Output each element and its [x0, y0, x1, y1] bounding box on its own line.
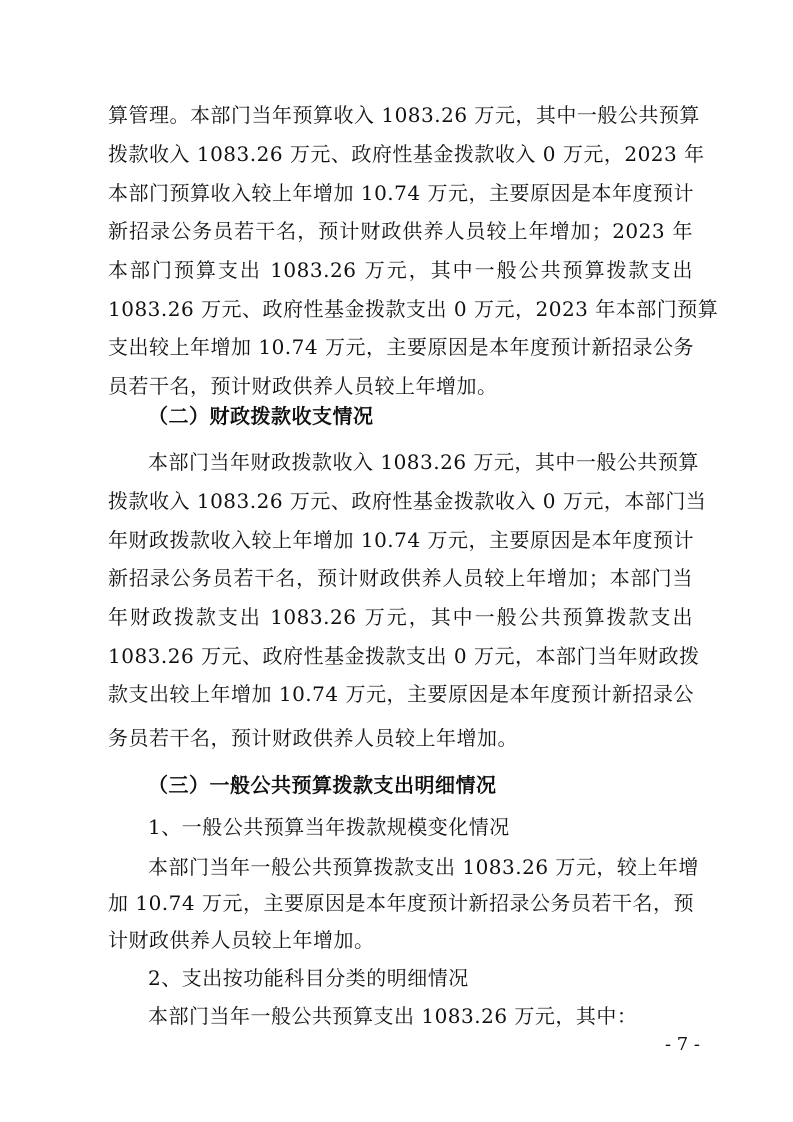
- paragraph-1-line-4: 新招录公务员若干名，预计财政供养人员较上年增加；2023 年: [108, 219, 693, 243]
- page-number: - 7 -: [664, 1034, 700, 1055]
- paragraph-1-line-3: 本部门预算收入较上年增加 10.74 万元，主要原因是本年度预计: [108, 181, 694, 205]
- paragraph-1-line-6: 1083.26 万元、政府性基金拨款支出 0 万元，2023 年本部门预算: [108, 297, 719, 321]
- paragraph-3-line-1: 本部门当年一般公共预算拨款支出 1083.26 万元，较上年增: [148, 855, 699, 879]
- paragraph-2-line-6: 1083.26 万元、政府性基金拨款支出 0 万元，本部门当年财政拨: [108, 644, 700, 668]
- paragraph-2-line-1: 本部门当年财政拨款收入 1083.26 万元，其中一般公共预算: [148, 450, 699, 474]
- paragraph-2-line-2: 拨款收入 1083.26 万元、政府性基金拨款收入 0 万元，本部门当: [108, 489, 707, 513]
- paragraph-2-line-5: 年财政拨款支出 1083.26 万元，其中一般公共预算拨款支出: [108, 605, 693, 629]
- paragraph-2-line-8: 务员若干名，预计财政供养人员较上年增加。: [108, 726, 518, 750]
- paragraph-2-line-7: 款支出较上年增加 10.74 万元，主要原因是本年度预计新招录公: [108, 682, 694, 706]
- paragraph-1-line-5: 本部门预算支出 1083.26 万元，其中一般公共预算拨款支出: [108, 258, 693, 282]
- paragraph-3-line-2: 加 10.74 万元，主要原因是本年度预计新招录公务员若干名，预: [108, 891, 694, 915]
- paragraph-3-line-3: 计财政供养人员较上年增加。: [108, 928, 375, 952]
- section-heading-3: （三）一般公共预算拨款支出明细情况: [148, 773, 497, 797]
- paragraph-2-line-3: 年财政拨款收入较上年增加 10.74 万元，主要原因是本年度预计: [108, 528, 694, 552]
- paragraph-1-line-1: 算管理。本部门当年预算收入 1083.26 万元，其中一般公共预算: [108, 103, 700, 127]
- section-heading-2: （二）财政拨款收支情况: [148, 404, 374, 428]
- subsection-heading-2: 2、支出按功能科目分类的明细情况: [148, 966, 469, 990]
- subsection-heading-1: 1、一般公共预算当年拨款规模变化情况: [148, 815, 510, 839]
- paragraph-1-line-2: 拨款收入 1083.26 万元、政府性基金拨款收入 0 万元，2023 年: [108, 142, 705, 166]
- paragraph-4-line-1: 本部门当年一般公共预算支出 1083.26 万元，其中：: [148, 1004, 638, 1028]
- paragraph-1-line-7: 支出较上年增加 10.74 万元，主要原因是本年度预计新招录公务: [108, 335, 694, 359]
- paragraph-2-line-4: 新招录公务员若干名，预计财政供养人员较上年增加；本部门当: [108, 566, 693, 590]
- paragraph-1-line-8: 员若干名，预计财政供养人员较上年增加。: [108, 374, 498, 398]
